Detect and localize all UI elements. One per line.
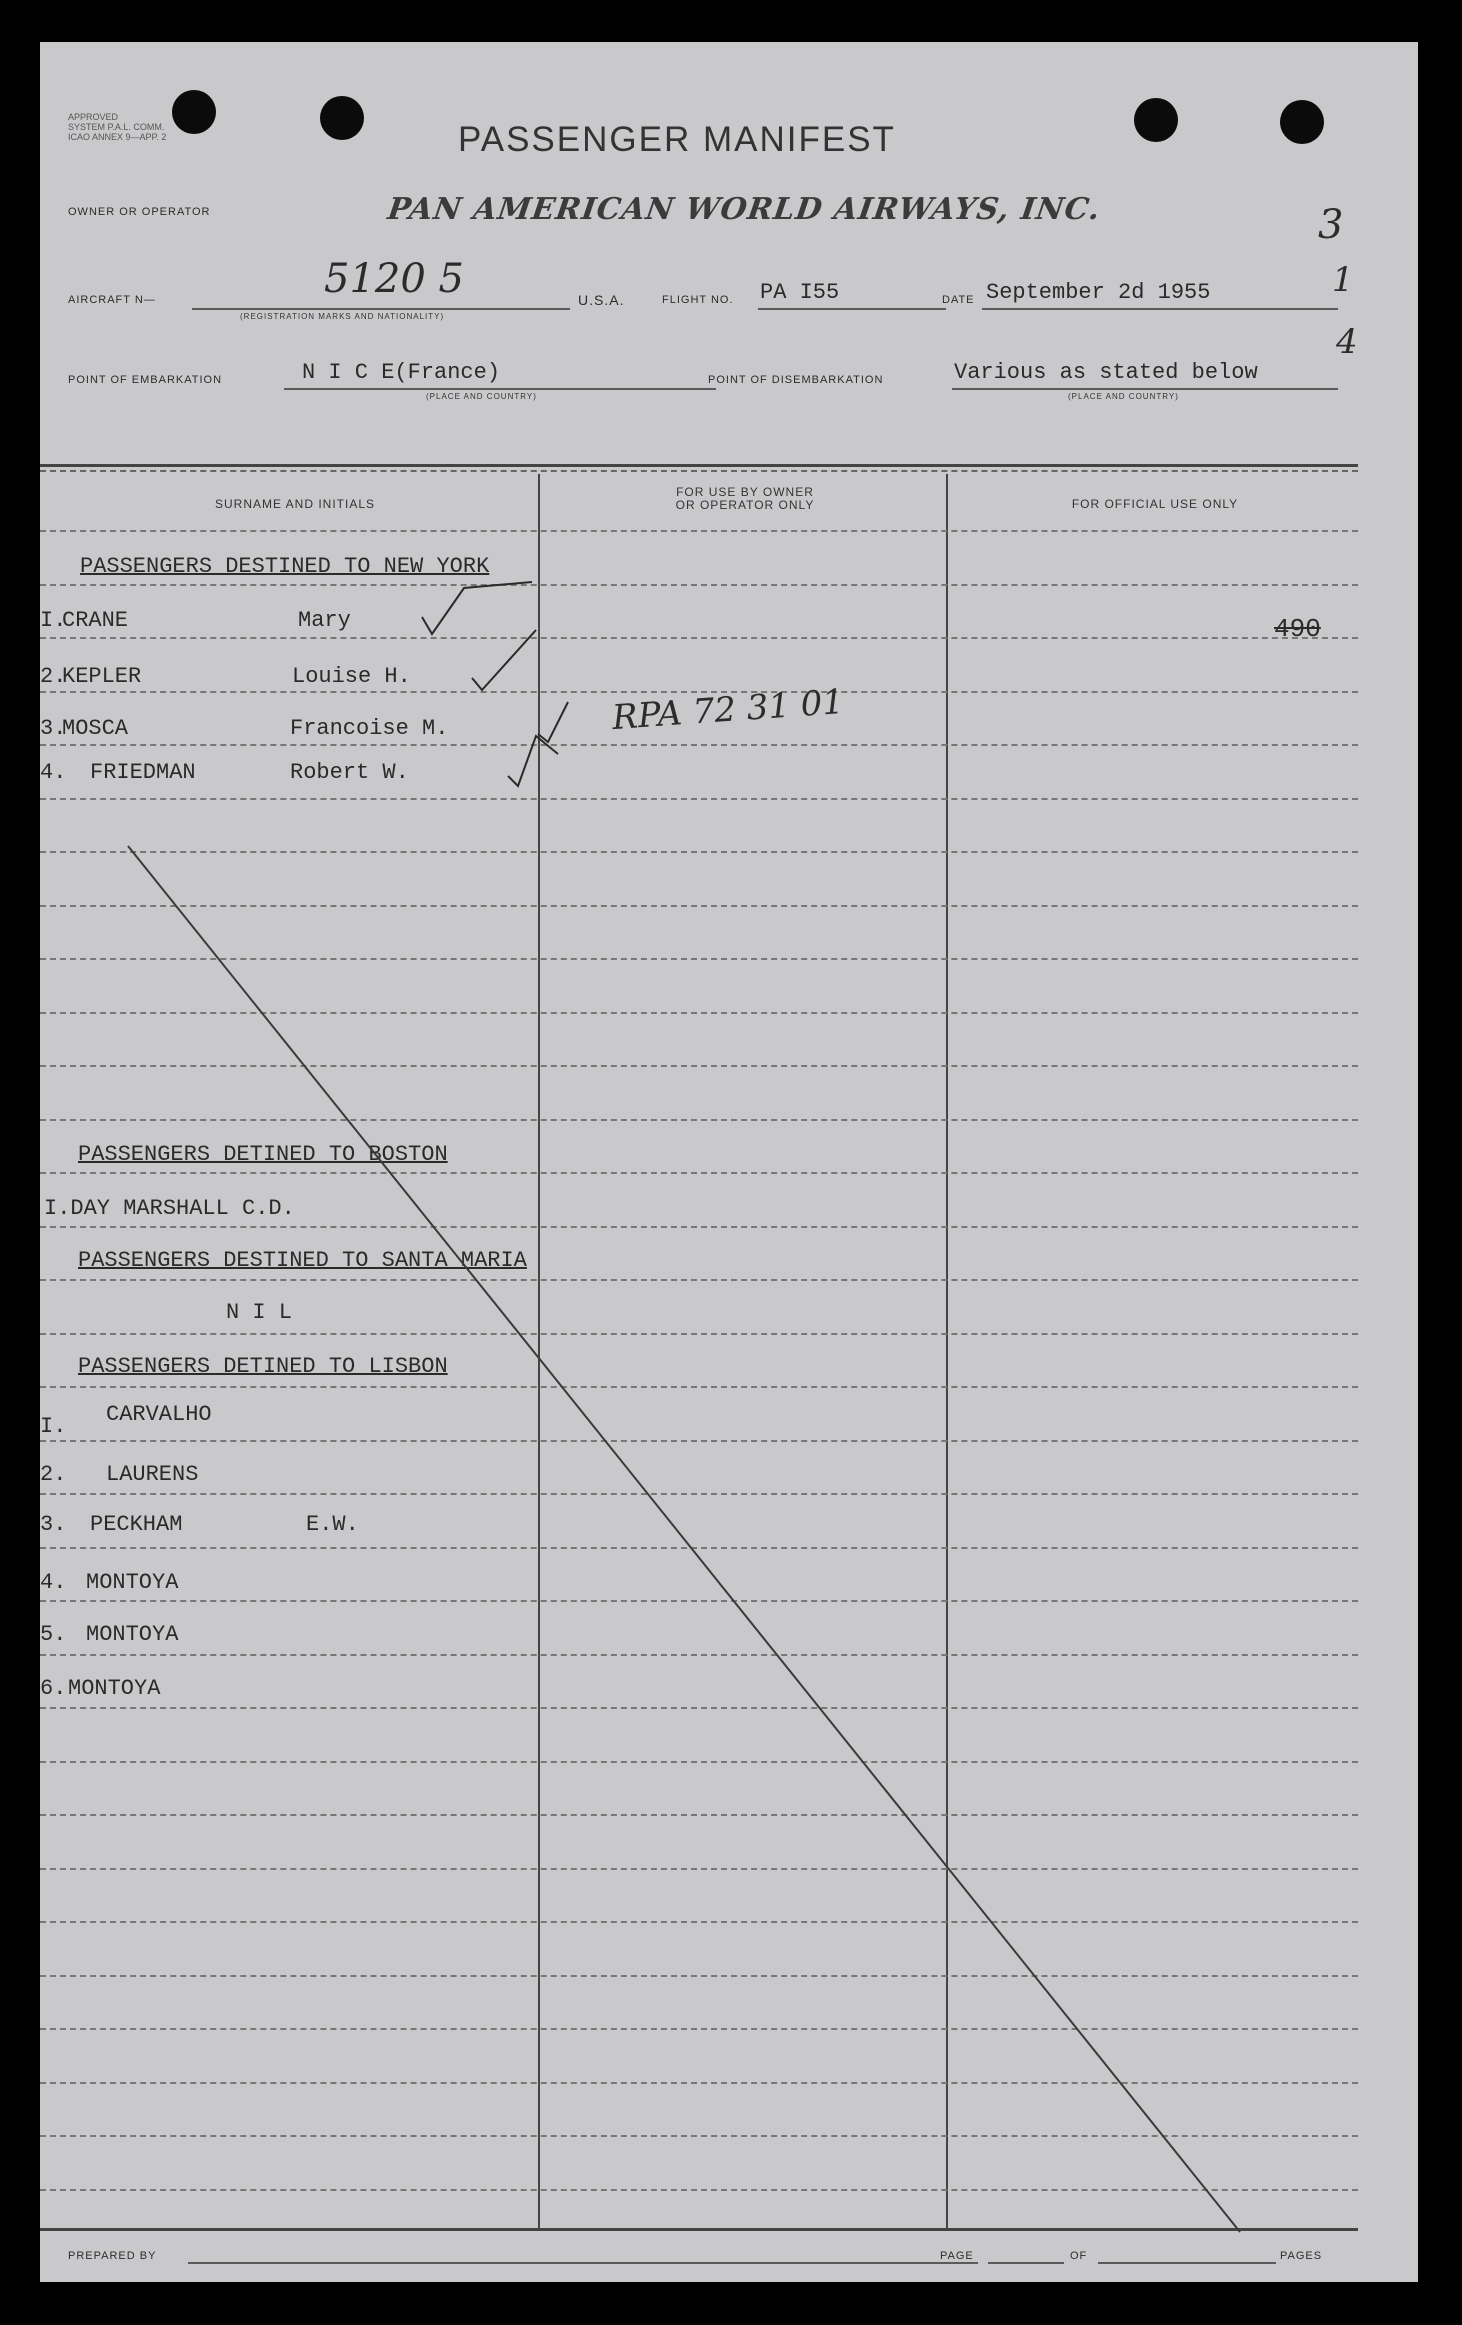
date-label: DATE	[942, 294, 975, 306]
col-operator-header-line1: FOR USE BY OWNER	[676, 485, 814, 499]
check-mark	[422, 582, 532, 634]
embark-label: POINT OF EMBARKATION	[68, 374, 223, 386]
boston-section-header: PASSENGERS DETINED TO BOSTON	[78, 1142, 448, 1167]
page-number-bottom: 4	[1336, 322, 1358, 362]
date-value: September 2d 1955	[986, 280, 1211, 305]
lisbon-row-2-surname: LAURENS	[106, 1462, 199, 1487]
flight-value: PA I55	[760, 280, 840, 305]
ny-row-3-given: Francoise M.	[290, 716, 449, 741]
ny-row-1-given: Mary	[298, 608, 351, 633]
approval-line: SYSTEM P.A.L. COMM.	[68, 122, 165, 132]
ny-row-4-num: 4.	[40, 760, 67, 785]
page-number-top: 3	[1318, 202, 1344, 248]
lisbon-row-4-num: 4.	[40, 1570, 67, 1595]
operator-note: RPA 72 31 01	[610, 681, 846, 739]
handwriting-overlay	[40, 42, 1418, 2282]
ny-row-3-num: 3.	[40, 716, 67, 741]
col-surname-header: SURNAME AND INITIALS	[214, 497, 376, 511]
page-fill-line	[988, 2262, 1064, 2264]
usa-label: U.S.A.	[578, 292, 625, 308]
check-mark	[472, 630, 536, 690]
lisbon-row-2-num: 2.	[40, 1462, 67, 1487]
disembark-place-caption: (PLACE AND COUNTRY)	[1068, 392, 1179, 401]
lisbon-row-6-num: 6.	[40, 1676, 67, 1701]
ny-row-3-surname: MOSCA	[62, 716, 129, 741]
owner-label: OWNER OR OPERATOR	[68, 206, 211, 218]
approval-line: APPROVED	[68, 112, 119, 122]
disembark-label: POINT OF DISEMBARKATION	[708, 374, 884, 386]
col-official-header: FOR OFFICIAL USE ONLY	[1071, 497, 1239, 511]
pages-label: PAGES	[1280, 2250, 1323, 2262]
cancellation-stroke	[128, 846, 1240, 2232]
aircraft-label: AIRCRAFT N—	[68, 294, 156, 306]
lisbon-row-3-given: E.W.	[306, 1512, 359, 1537]
ny-row-2-surname: KEPLER	[62, 664, 142, 689]
form-title: PASSENGER MANIFEST	[458, 120, 896, 159]
lisbon-section-header: PASSENGERS DETINED TO LISBON	[78, 1354, 448, 1379]
page-number-mid: 1	[1332, 260, 1354, 300]
lisbon-row-1-surname: CARVALHO	[106, 1402, 212, 1427]
lisbon-row-3-num: 3.	[40, 1512, 67, 1537]
lisbon-row-5-num: 5.	[40, 1622, 67, 1647]
prepared-by-fill-line	[188, 2262, 978, 2264]
official-mark: 490	[1274, 614, 1321, 644]
check-mark	[538, 702, 568, 742]
santa-maria-nil: N I L	[226, 1300, 293, 1325]
of-fill-line	[1098, 2262, 1276, 2264]
embark-place-caption: (PLACE AND COUNTRY)	[426, 392, 537, 401]
lisbon-row-6-surname: MONTOYA	[68, 1676, 161, 1701]
manifest-sheet	[40, 42, 1418, 2282]
lisbon-row-5-surname: MONTOYA	[86, 1622, 179, 1647]
ny-row-1-surname: CRANE	[62, 608, 129, 633]
lisbon-row-1-num: I.	[40, 1414, 67, 1439]
santa-maria-section-header: PASSENGERS DESTINED TO SANTA MARIA	[78, 1248, 527, 1273]
disembark-value: Various as stated below	[954, 360, 1258, 385]
lisbon-row-4-surname: MONTOYA	[86, 1570, 179, 1595]
ny-section-header: PASSENGERS DESTINED TO NEW YORK	[80, 554, 490, 579]
flight-label: FLIGHT NO.	[662, 294, 734, 306]
embark-value: N I C E(France)	[302, 360, 501, 385]
ny-row-2-num: 2.	[40, 664, 67, 689]
ny-row-2-given: Louise H.	[292, 664, 411, 689]
ny-row-1-num: I.	[40, 608, 67, 633]
lisbon-row-3-surname: PECKHAM	[90, 1512, 183, 1537]
col-operator-header-line2: OR OPERATOR ONLY	[675, 498, 815, 512]
approval-line: ICAO ANNEX 9—APP. 2	[68, 132, 167, 142]
page-label: PAGE	[940, 2250, 974, 2262]
prepared-by-label: PREPARED BY	[68, 2250, 157, 2262]
aircraft-value: 5120 5	[324, 256, 464, 302]
ny-row-4-surname: FRIEDMAN	[90, 760, 196, 785]
of-label: OF	[1070, 2250, 1088, 2262]
registration-caption: (REGISTRATION MARKS AND NATIONALITY)	[240, 312, 445, 321]
owner-name: PAN AMERICAN WORLD AIRWAYS, INC.	[385, 192, 1103, 227]
ny-row-4-given: Robert W.	[290, 760, 409, 785]
boston-row-1: I.DAY MARSHALL C.D.	[44, 1196, 295, 1221]
check-mark	[508, 736, 558, 786]
